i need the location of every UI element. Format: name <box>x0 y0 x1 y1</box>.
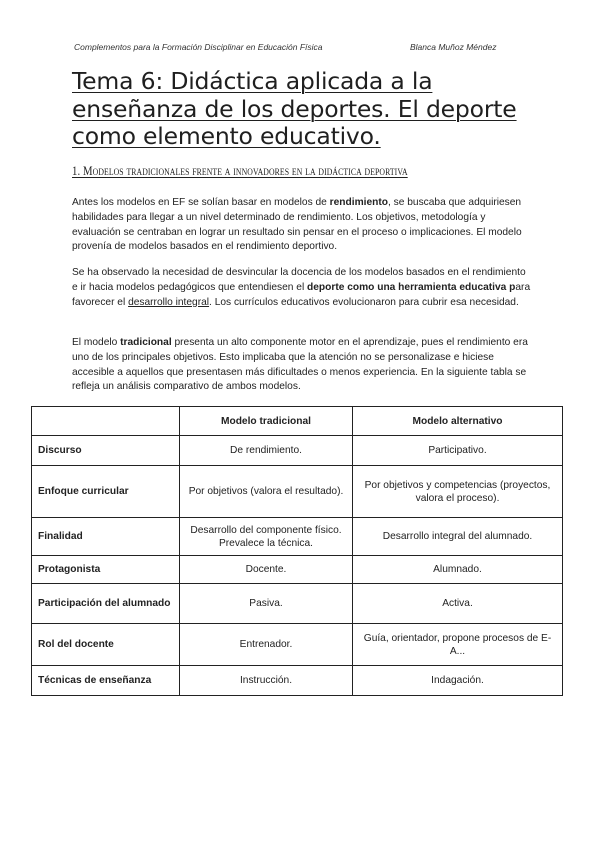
text-run: Se ha observado la necesidad de desvincular la docencia de los modelos basados en el rendimiento e ir hacia modelos pedagógicos que entendiesen el <box>72 267 526 293</box>
section-heading: 1. Modelos tradicionales frente a innovadores en la didáctica deportiva <box>72 164 408 178</box>
paragraph-rendimiento <box>72 196 532 255</box>
comparison-table <box>31 406 563 696</box>
table-row <box>32 666 563 696</box>
table-row <box>32 624 563 666</box>
table-row <box>32 556 563 584</box>
bold-text: deporte como una herramienta educativa p <box>307 281 516 293</box>
text-run: , se buscaba que adquiriesen habilidades para llegar a un nivel determinado de rendimiento. Los objetivos, metodología y evaluación se centraban en lograr un resultado sin pensar en el proceso o implicaciones. El modelo provenía de modelos basados en el rendimiento deportivo. <box>72 197 522 253</box>
paragraph-desvincular <box>72 266 532 310</box>
alternative-cell: Alumnado. <box>353 556 563 584</box>
paragraph-tradicional <box>72 336 532 395</box>
traditional-cell: Entrenador. <box>180 624 353 666</box>
row-label-cell: Enfoque curricular <box>32 466 180 518</box>
alternative-cell: Guía, orientador, propone procesos de E-A... <box>353 624 563 666</box>
table-body <box>32 436 563 696</box>
row-label-cell: Finalidad <box>32 518 180 556</box>
table-header-alternative: Modelo alternativo <box>353 407 563 436</box>
row-label-cell: Discurso <box>32 436 180 466</box>
alternative-cell: Por objetivos y competencias (proyectos, valora el proceso). <box>353 466 563 518</box>
text-run: Antes los modelos en EF se solían basar en modelos de <box>72 197 330 208</box>
underlined-text: desarrollo integral <box>128 296 210 308</box>
row-label-cell: Técnicas de enseñanza <box>32 666 180 696</box>
table-row <box>32 466 563 518</box>
traditional-cell: Docente. <box>180 556 353 584</box>
alternative-cell: Indagación. <box>353 666 563 696</box>
alternative-cell: Activa. <box>353 584 563 624</box>
running-header-course: Complementos para la Formación Disciplinar en Educación Física <box>74 42 323 52</box>
text-run: presenta un alto componente motor en el aprendizaje, pues el rendimiento era uno de los principales objetivos. Esto implicaba que la atención no se personalizase e hiciese accesible a aquellos que presentasen más dificultades o menos experiencia. En la siguiente tabla se refleja un análisis comparativo de ambos modelos. <box>72 337 528 393</box>
bold-text: rendimiento <box>329 197 388 208</box>
traditional-cell: Pasiva. <box>180 584 353 624</box>
traditional-cell: Instrucción. <box>180 666 353 696</box>
row-label-cell: Rol del docente <box>32 624 180 666</box>
table-row <box>32 518 563 556</box>
row-label-cell: Participación del alumnado <box>32 584 180 624</box>
table-header-traditional: Modelo tradicional <box>180 407 353 436</box>
row-label-cell: Protagonista <box>32 556 180 584</box>
page-title: Tema 6: Didáctica aplicada a la enseñanza de los deportes. El deporte como elemento educativo. <box>72 67 517 150</box>
table-row <box>32 436 563 466</box>
alternative-cell: Participativo. <box>353 436 563 466</box>
table-row <box>32 584 563 624</box>
bold-text: tradicional <box>120 337 172 348</box>
table-header-row <box>32 407 563 436</box>
traditional-cell: Desarrollo del componente físico. Prevalece la técnica. <box>180 518 353 556</box>
text-run: . Los currículos educativos evolucionaron para cubrir esa necesidad. <box>209 296 519 308</box>
table-header-empty <box>32 407 180 436</box>
traditional-cell: Por objetivos (valora el resultado). <box>180 466 353 518</box>
alternative-cell: Desarrollo integral del alumnado. <box>353 518 563 556</box>
text-run: El modelo <box>72 337 121 348</box>
traditional-cell: De rendimiento. <box>180 436 353 466</box>
text-run: ara favorecer el <box>72 281 531 308</box>
running-header-author: Blanca Muñoz Méndez <box>410 42 497 52</box>
